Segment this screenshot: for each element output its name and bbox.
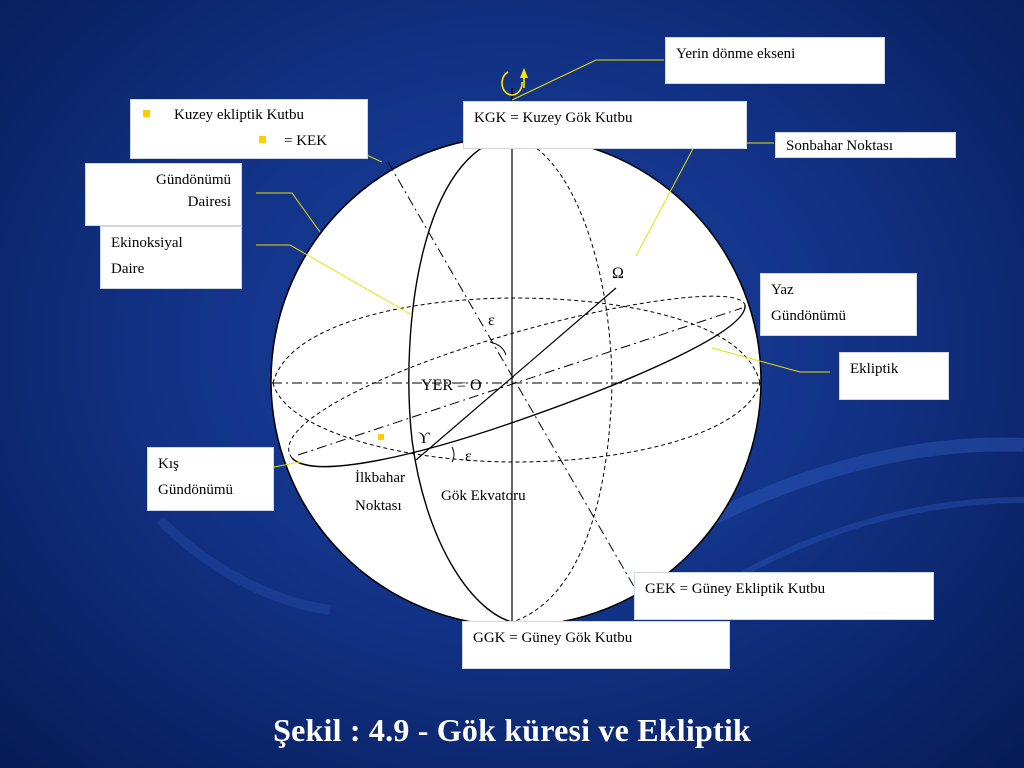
bullet-icon (378, 434, 384, 440)
summer-solstice-box (760, 273, 917, 336)
north-ecliptic-pole-label-line2: = KEK (284, 133, 328, 149)
aries-symbol: ϒ (418, 430, 430, 447)
winter-solstice-box (147, 447, 274, 511)
figure-title: Şekil : 4.9 - Gök küresi ve Ekliptik (273, 712, 751, 748)
ecliptic-label: Ekliptik (850, 361, 899, 377)
autumn-point-label: Sonbahar Noktası (786, 138, 894, 154)
winter-solstice-label-line2: Gündönümü (158, 482, 233, 498)
north-celestial-pole-label: KGK = Kuzey Gök Kutbu (474, 110, 633, 126)
epsilon-symbol-lower: ε (465, 448, 472, 465)
celestial-sphere (271, 136, 761, 626)
rotation-axis-box (665, 37, 885, 84)
south-ecliptic-pole-box (634, 572, 934, 620)
bullet-icon (143, 110, 150, 117)
omega-symbol: Ω (612, 265, 624, 282)
equinoctial-box (100, 226, 242, 289)
north-ecliptic-pole-box (130, 99, 368, 159)
ecliptic-box (839, 352, 949, 400)
south-celestial-pole-label: GGK = Güney Gök Kutbu (473, 630, 633, 646)
equinoctial-label-line2: Daire (111, 261, 145, 277)
epsilon-symbol-upper: ε (488, 312, 495, 329)
spring-point-label-line2: Noktası (355, 498, 402, 514)
summer-solstice-label-line2: Gündönümü (771, 308, 846, 324)
autumn-point-box (775, 132, 956, 158)
celestial-equator-label: Gök Ekvatoru (441, 488, 526, 504)
winter-solstice-label-line1: Kış (158, 456, 179, 472)
south-ecliptic-pole-label: GEK = Güney Ekliptik Kutbu (645, 581, 826, 597)
south-celestial-pole-box (462, 621, 730, 669)
north-celestial-pole-box (463, 101, 747, 149)
north-ecliptic-pole-label-line1: Kuzey ekliptik Kutbu (174, 107, 304, 123)
bullet-icon (259, 136, 266, 143)
solstitial-circle-label-line2: Dairesi (187, 194, 231, 210)
solstitial-circle-label-line1: Gündönümü (156, 172, 231, 188)
summer-solstice-label-line1: Yaz (771, 282, 794, 298)
rotation-axis-label: Yerin dönme ekseni (676, 46, 796, 62)
spring-point-label-line1: İlkbahar (355, 470, 405, 486)
solstitial-circle-box (85, 163, 242, 226)
earth-center-label: YER = O (421, 377, 482, 394)
equinoctial-label-line1: Ekinoksiyal (111, 235, 183, 251)
